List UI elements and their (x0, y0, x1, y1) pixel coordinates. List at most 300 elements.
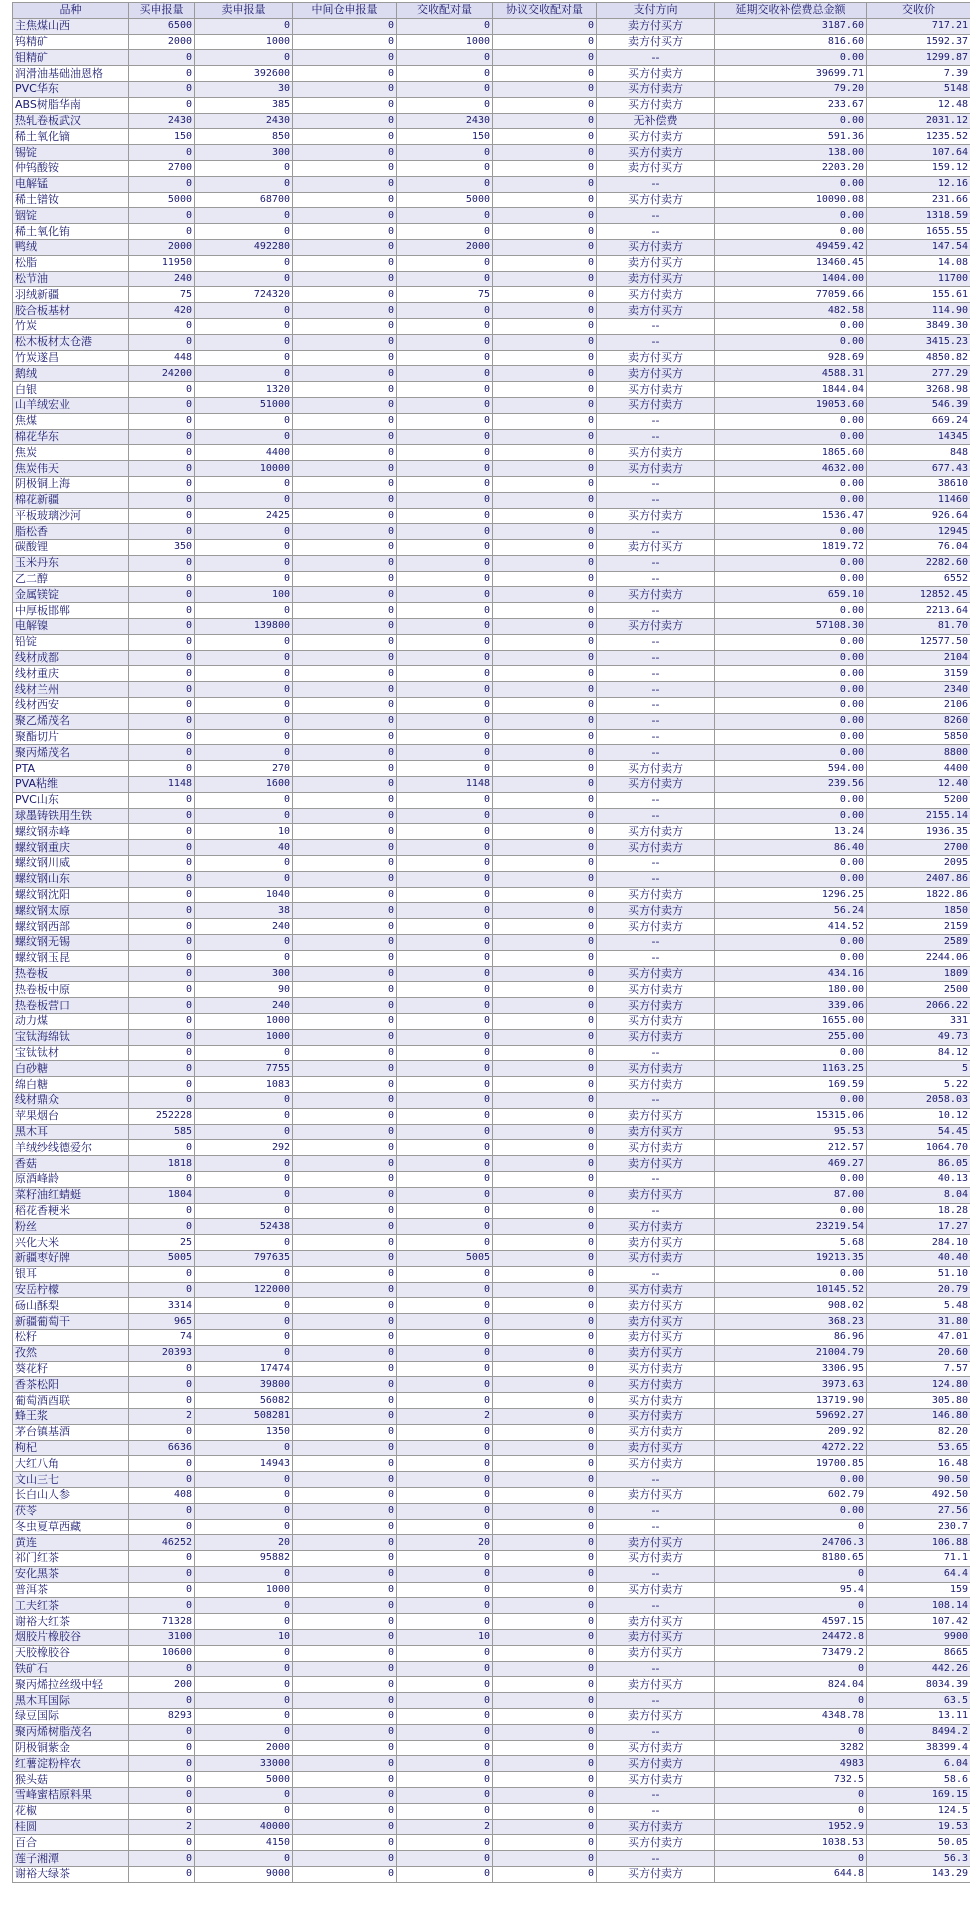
matched-delivery-cell: 0 (397, 1266, 493, 1282)
agreement-matched-cell: 0 (493, 1740, 597, 1756)
table-row (13, 1203, 970, 1219)
settlement-price-cell: 143.29 (867, 1867, 970, 1883)
variety-cell: 葵花籽 (13, 1361, 129, 1377)
table-row (13, 1772, 970, 1788)
compensation-total-cell: 0.00 (715, 603, 867, 619)
agreement-matched-cell: 0 (493, 1171, 597, 1187)
variety-cell: 谢裕大红茶 (13, 1614, 129, 1630)
matched-delivery-cell: 0 (397, 1598, 493, 1614)
matched-delivery-cell: 0 (397, 66, 493, 82)
buy-declared-cell: 8293 (129, 1709, 195, 1725)
buy-declared-cell: 0 (129, 634, 195, 650)
matched-delivery-cell: 0 (397, 1393, 493, 1409)
buy-declared-cell: 0 (129, 1203, 195, 1219)
table-row (13, 682, 970, 698)
table-row (13, 1472, 970, 1488)
settlement-price-cell: 82.20 (867, 1424, 970, 1440)
compensation-total-cell: 0.00 (715, 50, 867, 66)
sell-declared-cell: 0 (195, 208, 293, 224)
payment-direction-cell: 卖方付买方 (597, 1156, 715, 1172)
table-row (13, 318, 970, 334)
settlement-price-cell: 19.53 (867, 1819, 970, 1835)
agreement-matched-cell: 0 (493, 176, 597, 192)
matched-delivery-cell: 0 (397, 1235, 493, 1251)
matched-delivery-cell: 0 (397, 350, 493, 366)
agreement-matched-cell: 0 (493, 1630, 597, 1646)
payment-direction-cell: 买方付卖方 (597, 1819, 715, 1835)
compensation-total-cell: 39699.71 (715, 66, 867, 82)
settlement-price-cell: 5148 (867, 81, 970, 97)
middle-warehouse-cell: 0 (293, 239, 397, 255)
settlement-price-cell: 3159 (867, 666, 970, 682)
table-row (13, 492, 970, 508)
matched-delivery-cell: 0 (397, 1788, 493, 1804)
matched-delivery-cell: 0 (397, 650, 493, 666)
buy-declared-cell: 0 (129, 461, 195, 477)
middle-warehouse-cell: 0 (293, 382, 397, 398)
agreement-matched-cell: 0 (493, 1614, 597, 1630)
matched-delivery-cell: 0 (397, 429, 493, 445)
matched-delivery-cell: 2 (397, 1408, 493, 1424)
sell-declared-cell: 0 (195, 1298, 293, 1314)
buy-declared-cell: 0 (129, 476, 195, 492)
variety-cell: 鹅绒 (13, 366, 129, 382)
payment-direction-cell: 买方付卖方 (597, 587, 715, 603)
table-row (13, 1724, 970, 1740)
buy-declared-cell: 0 (129, 1472, 195, 1488)
sell-declared-cell: 0 (195, 1724, 293, 1740)
compensation-total-cell: 0.00 (715, 318, 867, 334)
variety-cell: 菜籽油红蜻蜓 (13, 1187, 129, 1203)
table-row (13, 650, 970, 666)
middle-warehouse-cell: 0 (293, 192, 397, 208)
matched-delivery-cell: 0 (397, 1077, 493, 1093)
settlement-price-cell: 2095 (867, 856, 970, 872)
variety-cell: 长白山人参 (13, 1487, 129, 1503)
variety-cell: 百合 (13, 1835, 129, 1851)
variety-cell: 黑木耳国际 (13, 1693, 129, 1709)
table-row (13, 1535, 970, 1551)
compensation-total-cell: 4272.22 (715, 1440, 867, 1456)
compensation-total-cell: 0 (715, 1598, 867, 1614)
compensation-total-cell: 180.00 (715, 982, 867, 998)
buy-declared-cell: 0 (129, 650, 195, 666)
table-row (13, 160, 970, 176)
payment-direction-cell: -- (597, 603, 715, 619)
payment-direction-cell: -- (597, 1045, 715, 1061)
settlement-price-cell: 926.64 (867, 508, 970, 524)
table-row (13, 1551, 970, 1567)
settlement-price-cell: 159 (867, 1582, 970, 1598)
sell-declared-cell: 240 (195, 998, 293, 1014)
table-row (13, 1298, 970, 1314)
payment-direction-cell: 买方付卖方 (597, 824, 715, 840)
payment-direction-cell: -- (597, 1724, 715, 1740)
middle-warehouse-cell: 0 (293, 1535, 397, 1551)
settlement-price-cell: 2407.86 (867, 871, 970, 887)
buy-declared-cell: 0 (129, 698, 195, 714)
middle-warehouse-cell: 0 (293, 97, 397, 113)
payment-direction-cell: 无补偿费 (597, 113, 715, 129)
matched-delivery-cell: 0 (397, 160, 493, 176)
payment-direction-cell: 买方付卖方 (597, 445, 715, 461)
table-body (13, 18, 970, 1882)
sell-declared-cell: 139800 (195, 619, 293, 635)
compensation-total-cell: 0 (715, 1693, 867, 1709)
table-row (13, 1250, 970, 1266)
middle-warehouse-cell: 0 (293, 587, 397, 603)
settlement-price-cell: 1235.52 (867, 129, 970, 145)
compensation-total-cell: 732.5 (715, 1772, 867, 1788)
buy-declared-cell: 408 (129, 1487, 195, 1503)
variety-cell: 焦煤 (13, 413, 129, 429)
table-row (13, 524, 970, 540)
variety-cell: 猴头菇 (13, 1772, 129, 1788)
table-row (13, 935, 970, 951)
settlement-price-cell: 38610 (867, 476, 970, 492)
agreement-matched-cell: 0 (493, 1803, 597, 1819)
matched-delivery-cell: 0 (397, 413, 493, 429)
sell-declared-cell: 0 (195, 1803, 293, 1819)
agreement-matched-cell: 0 (493, 729, 597, 745)
payment-direction-cell: -- (597, 334, 715, 350)
table-row (13, 413, 970, 429)
settlement-price-cell: 669.24 (867, 413, 970, 429)
variety-cell: 热卷板营口 (13, 998, 129, 1014)
table-row (13, 666, 970, 682)
sell-declared-cell: 300 (195, 966, 293, 982)
matched-delivery-cell: 0 (397, 1756, 493, 1772)
sell-declared-cell: 4400 (195, 445, 293, 461)
payment-direction-cell: -- (597, 1661, 715, 1677)
matched-delivery-cell: 0 (397, 1298, 493, 1314)
payment-direction-cell: 买方付卖方 (597, 1361, 715, 1377)
sell-declared-cell: 0 (195, 255, 293, 271)
variety-cell: 雪峰蜜桔原料果 (13, 1788, 129, 1804)
compensation-total-cell: 3282 (715, 1740, 867, 1756)
compensation-total-cell: 0.00 (715, 176, 867, 192)
compensation-total-cell: 212.57 (715, 1140, 867, 1156)
compensation-total-cell: 73479.2 (715, 1645, 867, 1661)
sell-declared-cell: 122000 (195, 1282, 293, 1298)
compensation-total-cell: 0.00 (715, 935, 867, 951)
middle-warehouse-cell: 0 (293, 603, 397, 619)
middle-warehouse-cell: 0 (293, 1440, 397, 1456)
compensation-total-cell: 0.00 (715, 555, 867, 571)
buy-declared-cell: 0 (129, 856, 195, 872)
settlement-price-cell: 5.22 (867, 1077, 970, 1093)
agreement-matched-cell: 0 (493, 492, 597, 508)
agreement-matched-cell: 0 (493, 81, 597, 97)
variety-cell: 热卷板中原 (13, 982, 129, 998)
variety-cell: 桂圆 (13, 1819, 129, 1835)
sell-declared-cell: 0 (195, 540, 293, 556)
middle-warehouse-cell: 0 (293, 1014, 397, 1030)
agreement-matched-cell: 0 (493, 1440, 597, 1456)
settlement-price-cell: 2058.03 (867, 1092, 970, 1108)
payment-direction-cell: 买方付卖方 (597, 239, 715, 255)
table-row (13, 350, 970, 366)
compensation-total-cell: 5.68 (715, 1235, 867, 1251)
buy-declared-cell: 0 (129, 1582, 195, 1598)
table-row (13, 334, 970, 350)
buy-declared-cell: 0 (129, 50, 195, 66)
table-row (13, 192, 970, 208)
header-agreement-matched: 协议交收配对量 (493, 3, 597, 19)
table-row (13, 1566, 970, 1582)
middle-warehouse-cell: 0 (293, 761, 397, 777)
buy-declared-cell: 74 (129, 1329, 195, 1345)
buy-declared-cell: 0 (129, 97, 195, 113)
table-row (13, 1614, 970, 1630)
compensation-total-cell: 19213.35 (715, 1250, 867, 1266)
compensation-total-cell: 4983 (715, 1756, 867, 1772)
middle-warehouse-cell: 0 (293, 34, 397, 50)
buy-declared-cell: 0 (129, 318, 195, 334)
matched-delivery-cell: 0 (397, 303, 493, 319)
middle-warehouse-cell: 0 (293, 271, 397, 287)
middle-warehouse-cell: 0 (293, 1187, 397, 1203)
settlement-price-cell: 2066.22 (867, 998, 970, 1014)
matched-delivery-cell: 0 (397, 1867, 493, 1883)
settlement-price-cell: 31.80 (867, 1314, 970, 1330)
settlement-price-cell: 107.42 (867, 1614, 970, 1630)
buy-declared-cell: 0 (129, 1788, 195, 1804)
payment-direction-cell: -- (597, 1693, 715, 1709)
table-row (13, 1788, 970, 1804)
agreement-matched-cell: 0 (493, 145, 597, 161)
variety-cell: 仲钨酸铵 (13, 160, 129, 176)
middle-warehouse-cell: 0 (293, 1377, 397, 1393)
sell-declared-cell: 0 (195, 1092, 293, 1108)
settlement-price-cell: 114.90 (867, 303, 970, 319)
variety-cell: 螺纹钢沈阳 (13, 887, 129, 903)
payment-direction-cell: -- (597, 208, 715, 224)
agreement-matched-cell: 0 (493, 1203, 597, 1219)
middle-warehouse-cell: 0 (293, 777, 397, 793)
payment-direction-cell: 买方付卖方 (597, 192, 715, 208)
payment-direction-cell: -- (597, 413, 715, 429)
compensation-total-cell: 0.00 (715, 1171, 867, 1187)
sell-declared-cell: 0 (195, 318, 293, 334)
sell-declared-cell: 0 (195, 1788, 293, 1804)
payment-direction-cell: 卖方付买方 (597, 1487, 715, 1503)
settlement-price-cell: 4850.82 (867, 350, 970, 366)
table-row (13, 176, 970, 192)
payment-direction-cell: 买方付卖方 (597, 382, 715, 398)
compensation-total-cell: 0 (715, 1566, 867, 1582)
payment-direction-cell: 买方付卖方 (597, 1408, 715, 1424)
variety-cell: 锡锭 (13, 145, 129, 161)
agreement-matched-cell: 0 (493, 461, 597, 477)
middle-warehouse-cell: 0 (293, 413, 397, 429)
payment-direction-cell: -- (597, 698, 715, 714)
compensation-total-cell: 24472.8 (715, 1630, 867, 1646)
compensation-total-cell: 414.52 (715, 919, 867, 935)
sell-declared-cell: 1040 (195, 887, 293, 903)
variety-cell: 粉丝 (13, 1219, 129, 1235)
settlement-price-cell: 27.56 (867, 1503, 970, 1519)
table-row (13, 555, 970, 571)
table-row (13, 1709, 970, 1725)
settlement-price-cell: 71.1 (867, 1551, 970, 1567)
agreement-matched-cell: 0 (493, 1661, 597, 1677)
table-row (13, 1171, 970, 1187)
header-settlement-price: 交收价 (867, 3, 970, 19)
middle-warehouse-cell: 0 (293, 1677, 397, 1693)
table-row (13, 919, 970, 935)
matched-delivery-cell: 0 (397, 1140, 493, 1156)
compensation-total-cell: 13719.90 (715, 1393, 867, 1409)
middle-warehouse-cell: 0 (293, 1661, 397, 1677)
matched-delivery-cell: 0 (397, 366, 493, 382)
settlement-price-cell: 1592.37 (867, 34, 970, 50)
middle-warehouse-cell: 0 (293, 1140, 397, 1156)
sell-declared-cell: 56082 (195, 1393, 293, 1409)
buy-declared-cell: 0 (129, 208, 195, 224)
variety-cell: PVC华东 (13, 81, 129, 97)
sell-declared-cell: 797635 (195, 1250, 293, 1266)
settlement-price-cell: 90.50 (867, 1472, 970, 1488)
compensation-total-cell: 0 (715, 1851, 867, 1867)
table-row (13, 1835, 970, 1851)
table-row (13, 1377, 970, 1393)
table-row (13, 950, 970, 966)
table-row (13, 698, 970, 714)
matched-delivery-cell: 0 (397, 666, 493, 682)
settlement-price-cell: 2159 (867, 919, 970, 935)
agreement-matched-cell: 0 (493, 634, 597, 650)
variety-cell: 兴化大米 (13, 1235, 129, 1251)
agreement-matched-cell: 0 (493, 824, 597, 840)
middle-warehouse-cell: 0 (293, 145, 397, 161)
variety-cell: 绵白糖 (13, 1077, 129, 1093)
agreement-matched-cell: 0 (493, 1298, 597, 1314)
payment-direction-cell: 买方付卖方 (597, 287, 715, 303)
compensation-total-cell: 1163.25 (715, 1061, 867, 1077)
sell-declared-cell: 270 (195, 761, 293, 777)
variety-cell: 莲子湘潭 (13, 1851, 129, 1867)
middle-warehouse-cell: 0 (293, 1345, 397, 1361)
matched-delivery-cell: 0 (397, 1014, 493, 1030)
header-variety: 品种 (13, 3, 129, 19)
sell-declared-cell: 300 (195, 145, 293, 161)
compensation-total-cell: 0.00 (715, 682, 867, 698)
table-row (13, 1235, 970, 1251)
table-row (13, 271, 970, 287)
sell-declared-cell: 1000 (195, 1029, 293, 1045)
table-row (13, 255, 970, 271)
payment-direction-cell: 买方付卖方 (597, 81, 715, 97)
agreement-matched-cell: 0 (493, 413, 597, 429)
variety-cell: 银耳 (13, 1266, 129, 1282)
settlement-price-cell: 677.43 (867, 461, 970, 477)
variety-cell: 碳酸锂 (13, 540, 129, 556)
settlement-price-cell: 12945 (867, 524, 970, 540)
payment-direction-cell: 买方付卖方 (597, 777, 715, 793)
middle-warehouse-cell: 0 (293, 840, 397, 856)
buy-declared-cell: 0 (129, 682, 195, 698)
buy-declared-cell: 0 (129, 1551, 195, 1567)
matched-delivery-cell: 0 (397, 176, 493, 192)
table-row (13, 1424, 970, 1440)
compensation-total-cell: 0.00 (715, 208, 867, 224)
middle-warehouse-cell: 0 (293, 1867, 397, 1883)
variety-cell: 白砂糖 (13, 1061, 129, 1077)
matched-delivery-cell: 0 (397, 1645, 493, 1661)
matched-delivery-cell: 0 (397, 1693, 493, 1709)
settlement-price-cell: 84.12 (867, 1045, 970, 1061)
compensation-total-cell: 1655.00 (715, 1014, 867, 1030)
agreement-matched-cell: 0 (493, 903, 597, 919)
middle-warehouse-cell: 0 (293, 1077, 397, 1093)
middle-warehouse-cell: 0 (293, 1630, 397, 1646)
buy-declared-cell: 0 (129, 145, 195, 161)
settlement-price-cell: 1318.59 (867, 208, 970, 224)
compensation-total-cell: 4597.15 (715, 1614, 867, 1630)
payment-direction-cell: 买方付卖方 (597, 1456, 715, 1472)
buy-declared-cell: 0 (129, 1219, 195, 1235)
payment-direction-cell: -- (597, 1803, 715, 1819)
table-row (13, 97, 970, 113)
middle-warehouse-cell: 0 (293, 619, 397, 635)
header-compensation-total: 延期交收补偿费总金额 (715, 3, 867, 19)
buy-declared-cell: 0 (129, 1835, 195, 1851)
compensation-total-cell: 3973.63 (715, 1377, 867, 1393)
sell-declared-cell: 20 (195, 1535, 293, 1551)
variety-cell: 羊绒纱线德爱尔 (13, 1140, 129, 1156)
buy-declared-cell: 0 (129, 1456, 195, 1472)
table-row (13, 366, 970, 382)
agreement-matched-cell: 0 (493, 1092, 597, 1108)
matched-delivery-cell: 0 (397, 50, 493, 66)
matched-delivery-cell: 0 (397, 1156, 493, 1172)
middle-warehouse-cell: 0 (293, 729, 397, 745)
table-row (13, 1519, 970, 1535)
buy-declared-cell: 0 (129, 1803, 195, 1819)
matched-delivery-cell: 0 (397, 1377, 493, 1393)
sell-declared-cell: 0 (195, 1614, 293, 1630)
matched-delivery-cell: 0 (397, 461, 493, 477)
table-row (13, 81, 970, 97)
table-row (13, 777, 970, 793)
sell-declared-cell: 68700 (195, 192, 293, 208)
matched-delivery-cell: 0 (397, 1709, 493, 1725)
header-buy-declared: 买申报量 (129, 3, 195, 19)
compensation-total-cell: 0.00 (715, 808, 867, 824)
middle-warehouse-cell: 0 (293, 445, 397, 461)
compensation-total-cell: 0.00 (715, 745, 867, 761)
variety-cell: 铟锭 (13, 208, 129, 224)
middle-warehouse-cell: 0 (293, 303, 397, 319)
compensation-total-cell: 1819.72 (715, 540, 867, 556)
matched-delivery-cell: 0 (397, 1472, 493, 1488)
agreement-matched-cell: 0 (493, 650, 597, 666)
settlement-price-cell: 6552 (867, 571, 970, 587)
compensation-total-cell: 10145.52 (715, 1282, 867, 1298)
compensation-total-cell: 59692.27 (715, 1408, 867, 1424)
agreement-matched-cell: 0 (493, 318, 597, 334)
settlement-price-cell: 1299.87 (867, 50, 970, 66)
buy-declared-cell: 0 (129, 1140, 195, 1156)
agreement-matched-cell: 0 (493, 1235, 597, 1251)
buy-declared-cell: 46252 (129, 1535, 195, 1551)
compensation-total-cell: 0.00 (715, 113, 867, 129)
middle-warehouse-cell: 0 (293, 1566, 397, 1582)
buy-declared-cell: 0 (129, 334, 195, 350)
agreement-matched-cell: 0 (493, 571, 597, 587)
compensation-total-cell: 928.69 (715, 350, 867, 366)
